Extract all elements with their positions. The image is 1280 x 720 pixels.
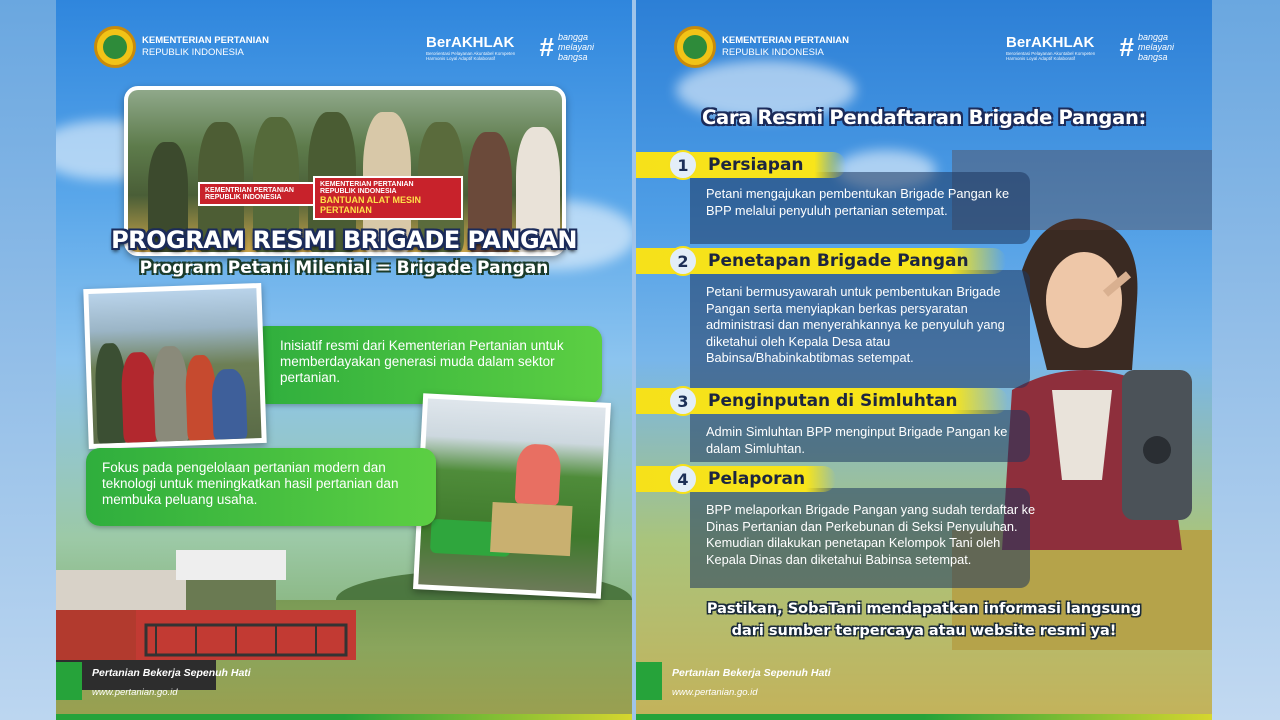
closing-line1: Pastikan, SobaTani mendapatkan informasi langsung [706,601,1142,617]
background-right [1212,0,1280,720]
berakhlak-logo [1006,34,1102,61]
bangga-line3: bangsa [557,52,588,62]
step-2-body: Petani bermusyawarah untuk pembentukan Brigade Pangan serta menyiapkan berkas persyaratan administrasi dan menyerahkannya ke penyuluh yang diketahui oleh Kepala Desa atau Babinsa/Bhabinkabtibmas setempat. [706,284,1005,365]
footer-tagline: Pertanian Bekerja Sepenuh Hati [92,667,251,679]
step-1-number: 1 [668,150,698,180]
poster-left [56,0,632,720]
step-3-body: Admin Simluhtan BPP menginput Brigade Pangan ke dalam Simluhtan. [706,424,1008,456]
bangga-line2: melayani [1137,42,1174,52]
step-4-body: BPP melaporkan Brigade Pangan yang sudah terdaftar ke Dinas Pertanian dan Perkebunan di Seksi Penyuluhan. Kemudian dilakukan penetapan Kelompok Tani oleh Kepala Dinas dan diketahui Babinsa setempat. [706,502,1036,567]
ministry-line1: KEMENTERIAN PERTANIAN [142,35,270,46]
berakhlak-tagline: Berorientasi Pelayanan Akuntabel Kompeten Harmonis Loyal Adaptif Kolaboratif [1006,51,1096,61]
bangga-melayani-logo [1120,32,1175,62]
step-1-header [636,152,846,178]
footer [92,667,251,698]
closing-line2: dari sumber terpercaya atau website resmi ya! [731,623,1117,639]
banner-bantuan: KEMENTERIAN PERTANIAN REPUBLIK INDONESIA BANTUAN ALAT MESIN PERTANIAN [313,176,463,220]
berakhlak-text: BerAKHLAK [426,34,515,51]
closing-message [636,598,1212,642]
footer-url[interactable]: www.pertanian.go.id [672,687,758,698]
berakhlak-tagline: Berorientasi Pelayanan Akuntabel Kompeten Harmonis Loyal Adaptif Kolaboratif [426,51,516,61]
poster-right [636,0,1212,720]
footer-green-tag [636,662,662,700]
ministry-logo-icon [94,26,136,68]
steps-title: Cara Resmi Pendaftaran Brigade Pangan: [701,106,1147,129]
info-box-initiative: Inisiatif resmi dari Kementerian Pertanian untuk memberdayakan generasi muda dalam sektor pertanian. [252,326,602,404]
photo-young-farmers [83,283,266,449]
bangga-line1: bangga [557,32,589,42]
ministry-line2: REPUBLIK INDONESIA [722,47,824,58]
ministry-name [142,35,269,59]
ministry-logo-block [674,26,849,68]
footer-green-tag [56,662,82,700]
info-box-focus: Fokus pada pengelolaan pertanian modern dan teknologi untuk meningkatkan hasil pertanian dan membuka peluang usaha. [86,448,436,526]
poster-subtitle: Program Petani Milenial = Brigade Pangan [139,258,549,278]
bangga-line3: bangsa [1137,52,1168,62]
step-2-label: Penetapan Brigade Pangan [708,251,969,271]
berakhlak-text: BerAKHLAK [1006,34,1095,51]
poster-title: PROGRAM RESMI BRIGADE PANGAN [111,226,577,254]
banner-small: KEMENTRIAN PERTANIAN REPUBLIK INDONESIA [198,182,318,206]
step-3-label: Penginputan di Simluhtan [708,391,958,411]
ministry-line2: REPUBLIK INDONESIA [142,47,244,58]
step-4-header [636,466,836,492]
ministry-logo-block [94,26,269,68]
bottom-bar [636,714,1212,720]
background-left [0,0,56,720]
bangga-melayani-logo [540,32,595,62]
footer-tagline: Pertanian Bekerja Sepenuh Hati [672,667,831,679]
ministry-name [722,35,849,59]
step-1-body: Petani mengajukan pembentukan Brigade Pangan ke BPP melalui penyuluh pertanian setempat. [706,186,1010,218]
bangga-line1: bangga [1137,32,1169,42]
footer-url[interactable]: www.pertanian.go.id [92,687,178,698]
step-3-number: 3 [668,386,698,416]
step-3-header [636,388,1008,414]
step-1-label: Persiapan [708,155,804,175]
hashtag-icon: # [1119,32,1134,62]
berakhlak-logo [426,34,522,61]
bottom-bar [56,714,632,720]
ministry-line1: KEMENTERIAN PERTANIAN [722,35,850,46]
step-2-number: 2 [668,246,698,276]
ministry-logo-icon [674,26,716,68]
step-2-header [636,248,1006,274]
step-4-label: Pelaporan [708,469,806,489]
step-4-number: 4 [668,464,698,494]
bangga-line2: melayani [557,42,594,52]
hashtag-icon: # [539,32,554,62]
photo-rice-transplanter [413,393,611,599]
footer [672,667,831,698]
